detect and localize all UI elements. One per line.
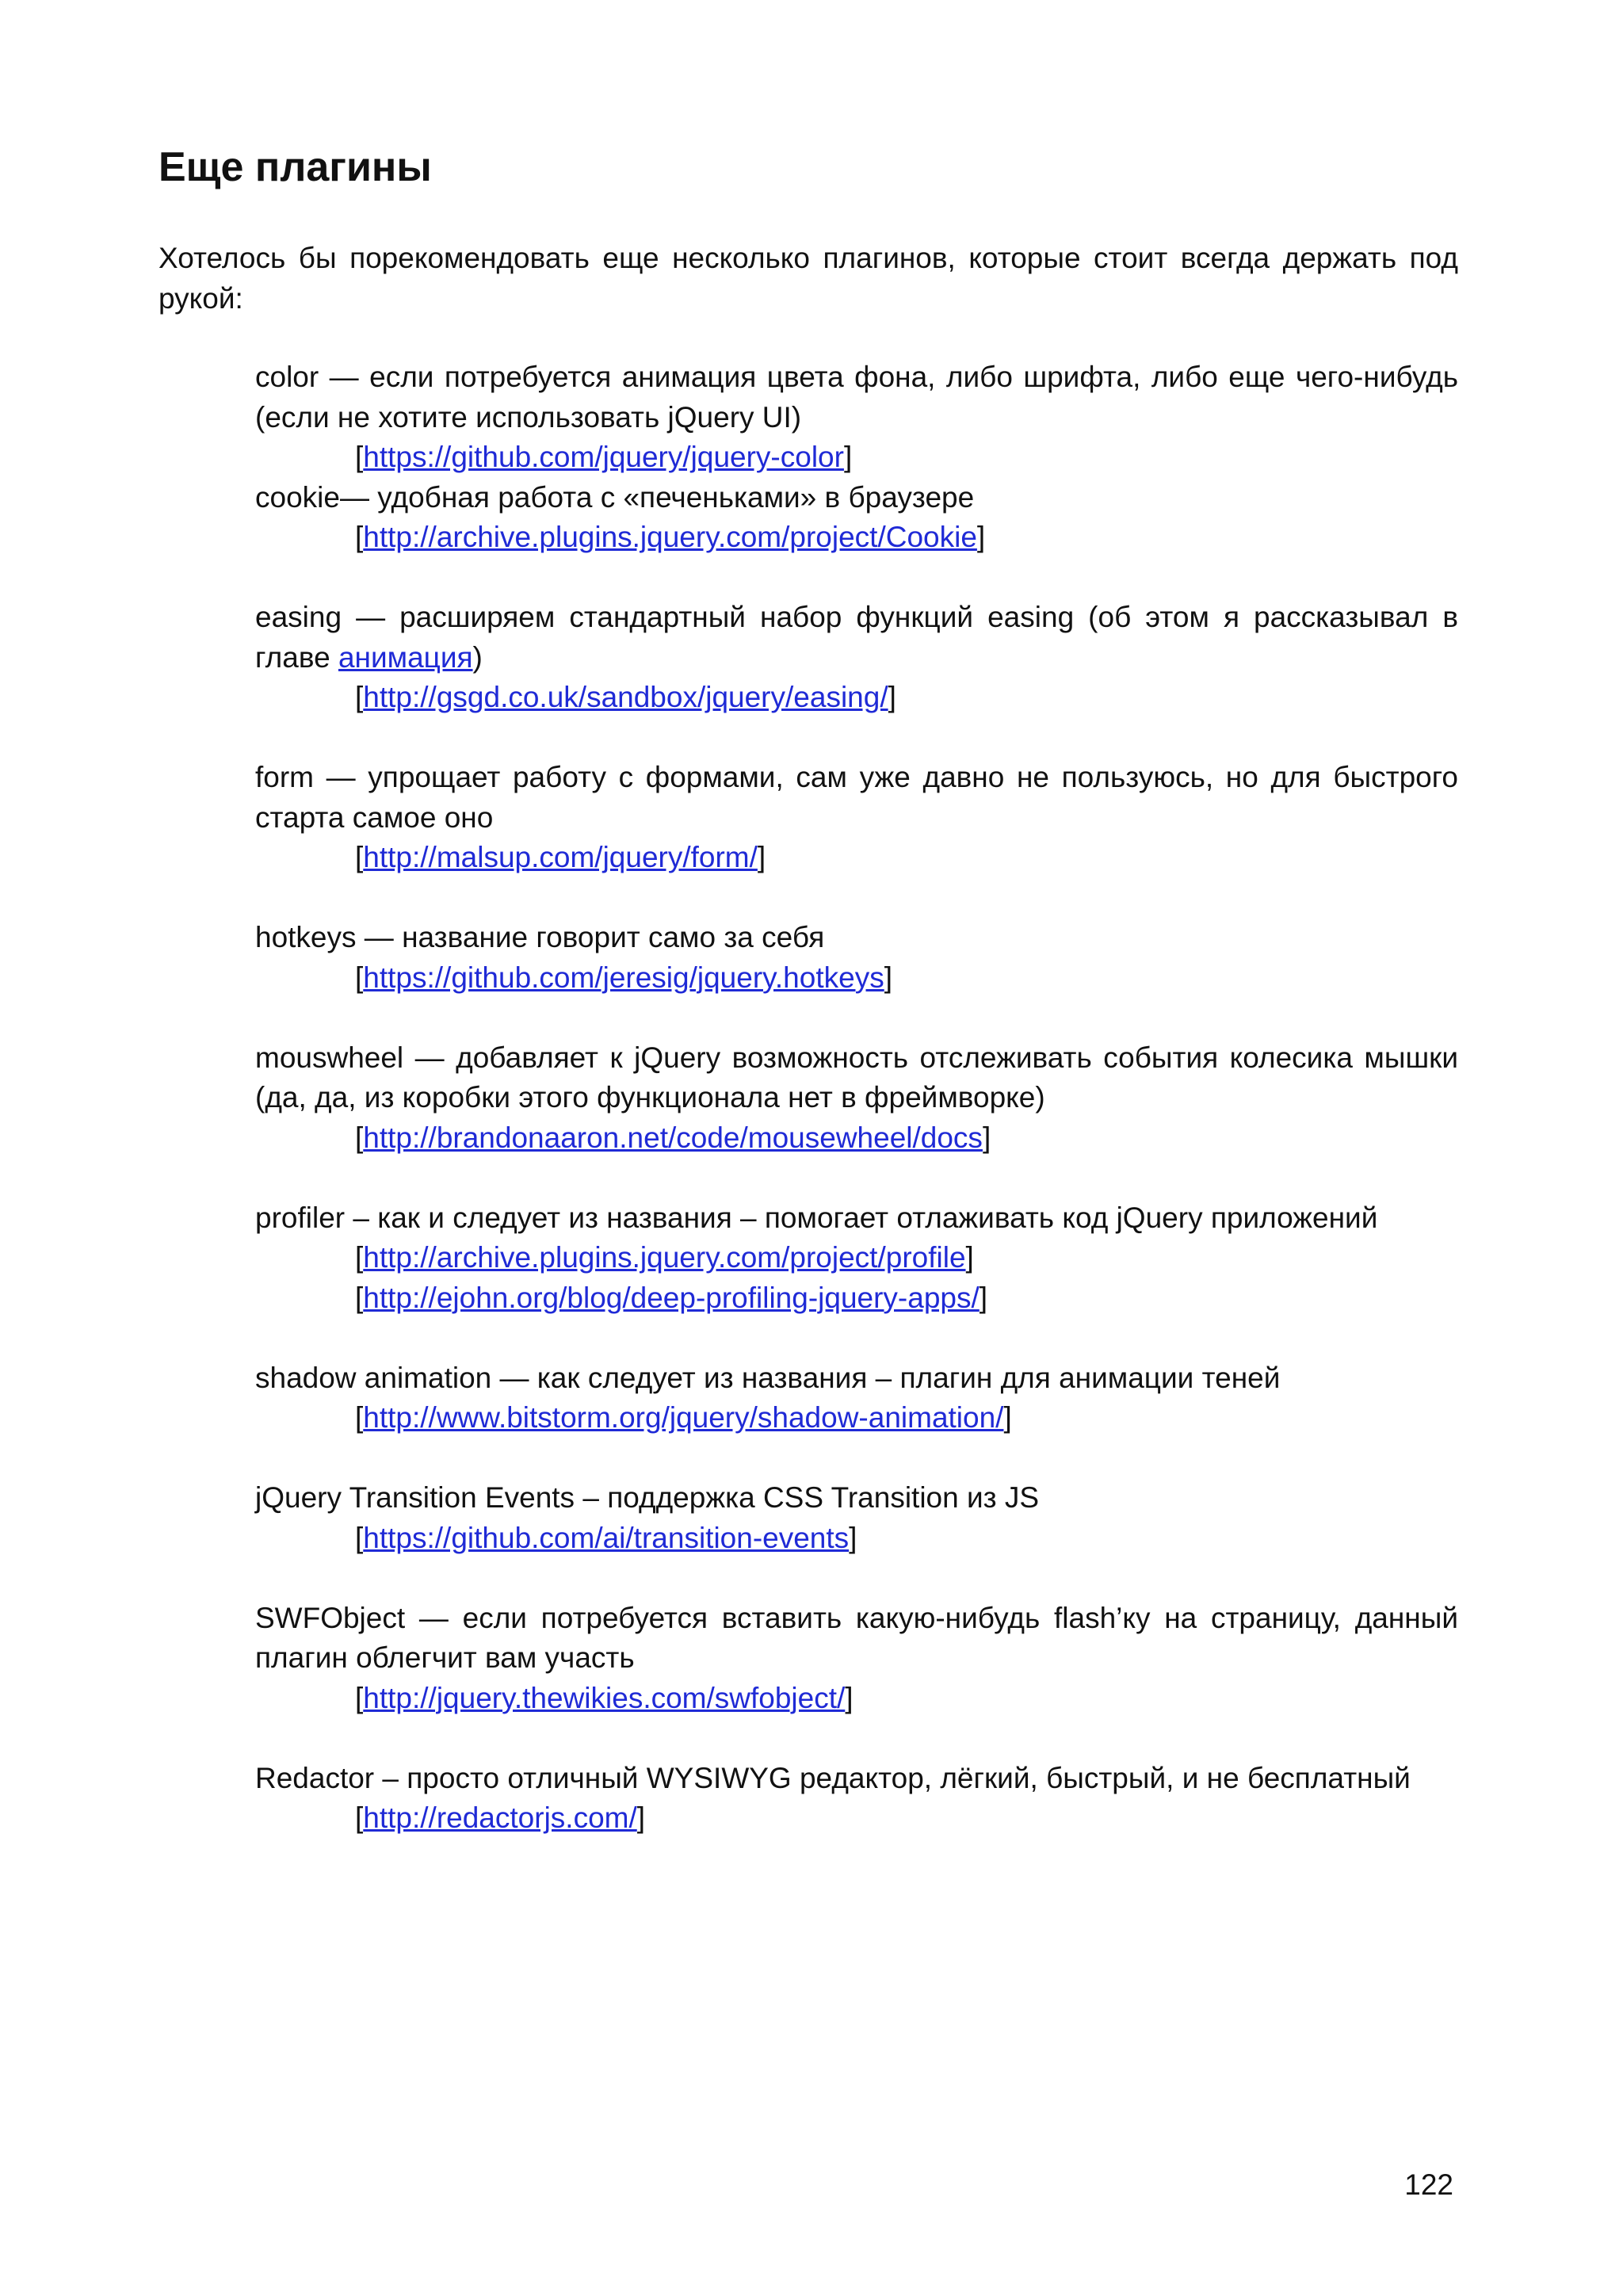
- close-bracket: ]: [979, 1281, 988, 1314]
- open-bracket: [: [355, 1681, 364, 1714]
- plugin-description: [255, 357, 1458, 437]
- plugin-entry: [255, 1599, 1458, 1719]
- plugin-link-line: [255, 437, 1458, 478]
- plugin-description: [255, 598, 1458, 678]
- plugin-description-text: cookie— удобная работа с «печеньками» в браузере: [255, 480, 975, 514]
- open-bracket: [: [355, 961, 364, 994]
- plugin-entry: [255, 1478, 1458, 1558]
- plugin-url-link[interactable]: http://brandonaaron.net/code/mousewheel/docs: [363, 1121, 983, 1154]
- plugin-description-text: ): [472, 640, 483, 674]
- close-bracket: ]: [1003, 1401, 1012, 1434]
- plugin-description: [255, 1478, 1458, 1519]
- plugin-url-link[interactable]: http://archive.plugins.jquery.com/project/profile: [363, 1241, 966, 1274]
- open-bracket: [: [355, 1121, 364, 1154]
- plugin-list: [255, 357, 1458, 1839]
- plugin-link-line: [255, 1798, 1458, 1839]
- open-bracket: [: [355, 1801, 364, 1834]
- plugin-entry: [255, 357, 1458, 478]
- plugin-entry: [255, 1759, 1458, 1839]
- open-bracket: [: [355, 441, 364, 473]
- plugin-link-line: [255, 1118, 1458, 1159]
- plugin-description-text: shadow animation — как следует из названия – плагин для анимации теней: [255, 1361, 1281, 1394]
- open-bracket: [: [355, 1401, 364, 1434]
- plugin-description-text: hotkeys — название говорит само за себя: [255, 921, 825, 953]
- plugin-link-line: [255, 1238, 1458, 1278]
- plugin-description-text: easing — расширяем стандартный набор функций easing (об этом я рассказывал в главе: [255, 601, 1458, 674]
- plugin-url-link[interactable]: https://github.com/jquery/jquery-color: [363, 441, 844, 473]
- plugin-url-link[interactable]: https://github.com/jeresig/jquery.hotkeys: [363, 961, 884, 994]
- plugin-url-link[interactable]: http://malsup.com/jquery/form/: [363, 841, 758, 873]
- plugin-entry: [255, 918, 1458, 998]
- plugin-description-text: color — если потребуется анимация цвета фона, либо шрифта, либо еще чего-нибудь (если не хотите использовать jQuery UI): [255, 361, 1458, 434]
- plugin-url-link[interactable]: http://archive.plugins.jquery.com/project/Cookie: [363, 521, 977, 553]
- open-bracket: [: [355, 681, 364, 713]
- plugin-link-line: [255, 1679, 1458, 1719]
- close-bracket: ]: [965, 1241, 974, 1274]
- plugin-url-link[interactable]: http://ejohn.org/blog/deep-profiling-jquery-apps/: [363, 1281, 980, 1314]
- plugin-link-line: [255, 1519, 1458, 1559]
- plugin-url-link[interactable]: http://www.bitstorm.org/jquery/shadow-animation/: [363, 1401, 1004, 1434]
- close-bracket: ]: [884, 961, 892, 994]
- plugin-entry: [255, 1198, 1458, 1319]
- plugin-url-link[interactable]: https://github.com/ai/transition-events: [363, 1521, 850, 1554]
- open-bracket: [: [355, 841, 364, 873]
- page-number: 122: [1404, 2168, 1453, 2201]
- plugin-description: [255, 1038, 1458, 1118]
- plugin-entry: [255, 1038, 1458, 1159]
- close-bracket: ]: [757, 841, 766, 873]
- plugin-link-line: [255, 518, 1458, 558]
- open-bracket: [: [355, 521, 364, 553]
- plugin-description: [255, 918, 1458, 958]
- plugin-link-line: [255, 1278, 1458, 1319]
- plugin-description: [255, 1599, 1458, 1679]
- plugin-link-line: [255, 838, 1458, 878]
- plugin-entry: [255, 1358, 1458, 1438]
- inline-chapter-link[interactable]: анимация: [338, 640, 473, 674]
- plugin-description-text: jQuery Transition Events – поддержка CSS Transition из JS: [255, 1481, 1040, 1514]
- plugin-link-line: [255, 958, 1458, 999]
- plugin-entry: [255, 478, 1458, 558]
- plugin-description-text: mouswheel — добавляет к jQuery возможность отслеживать события колесика мышки (да, да, из коробки этого функционала нет в фреймворке): [255, 1041, 1458, 1114]
- open-bracket: [: [355, 1281, 364, 1314]
- close-bracket: ]: [982, 1121, 991, 1154]
- plugin-description: [255, 1759, 1458, 1799]
- plugin-entry: [255, 758, 1458, 878]
- close-bracket: ]: [849, 1521, 857, 1554]
- plugin-url-link[interactable]: http://jquery.thewikies.com/swfobject/: [363, 1681, 846, 1714]
- plugin-entry: [255, 598, 1458, 718]
- plugin-description-text: SWFObject — если потребуется вставить какую-нибудь flash’ку на страницу, данный плагин облегчит вам участь: [255, 1601, 1458, 1674]
- close-bracket: ]: [843, 441, 853, 473]
- plugin-description: [255, 1198, 1458, 1239]
- plugin-description: [255, 478, 1458, 518]
- open-bracket: [: [355, 1521, 364, 1554]
- plugin-url-link[interactable]: http://gsgd.co.uk/sandbox/jquery/easing/: [363, 681, 888, 713]
- close-bracket: ]: [976, 521, 986, 553]
- close-bracket: ]: [845, 1681, 854, 1714]
- plugin-link-line: [255, 1398, 1458, 1438]
- page-title: Еще плагины: [158, 144, 432, 190]
- plugin-description-text: form — упрощает работу с формами, сам уже давно не пользуюсь, но для быстрого старта самое оно: [255, 761, 1458, 834]
- plugin-url-link[interactable]: http://redactorjs.com/: [363, 1801, 637, 1834]
- plugin-description: [255, 1358, 1458, 1399]
- plugin-description: [255, 758, 1458, 838]
- intro-paragraph: Хотелось бы порекомендовать еще несколько плагинов, которые стоит всегда держать под рукой:: [158, 242, 1458, 315]
- open-bracket: [: [355, 1241, 364, 1274]
- plugin-description-text: profiler – как и следует из названия – помогает отлаживать код jQuery приложений: [255, 1201, 1378, 1234]
- close-bracket: ]: [636, 1801, 646, 1834]
- close-bracket: ]: [888, 681, 896, 713]
- plugin-link-line: [255, 678, 1458, 718]
- plugin-description-text: Redactor – просто отличный WYSIWYG редактор, лёгкий, быстрый, и не бесплатный: [255, 1761, 1411, 1794]
